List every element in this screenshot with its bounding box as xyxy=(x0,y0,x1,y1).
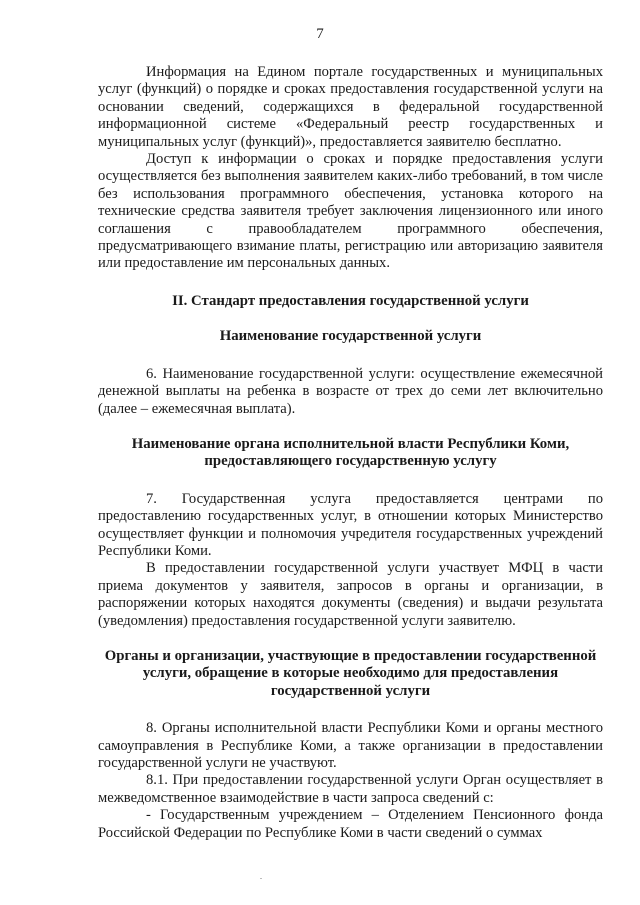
paragraph-8-1-item: - Государственным учреждением – Отделением Пенсионного фонда Российской Федерации по Республике Коми в части сведений о суммах xyxy=(98,807,603,841)
paragraph-8-1: 8.1. При предоставлении государственной услуги Орган осуществляет в межведомственное взаимодействие в части запроса сведений с: xyxy=(98,772,603,806)
page-number: 7 xyxy=(316,26,324,42)
heading-service-name: Наименование государственной услуги xyxy=(219,328,482,345)
paragraph-info-portal: Информация на Едином портале государственных и муниципальных услуг (функций) о порядке и сроках предоставления государственной услуги на основании сведений, содержащихся в федеральной государственной информационной системе «Федеральный реестр государственных и муниципальных услуг (функций)», предоставляется заявителю бесплатно. xyxy=(98,64,603,150)
scan-speck xyxy=(260,878,262,879)
paragraph-access-info: Доступ к информации о сроках и порядке предоставления услуги осуществляется без выполнения заявителем каких-либо требований, в том числе без использования программного обеспечения, установка которого на технические средства заявителя требует заключения лицензионного или иного соглашения с правообладателем программного обеспечения, предусматривающего взимание платы, регистрацию или авторизацию заявителя или предоставление им персональных данных. xyxy=(98,151,603,272)
heading-participating-orgs: Органы и организации, участвующие в предоставлении государственной услуги, обращение в которые необходимо для предоставления государственной услуги xyxy=(104,647,597,699)
paragraph-7: 7. Государственная услуга предоставляется центрами по предоставлению государственных услуг, в отношении которых Министерство осуществляет функции и полномочия учредителя государственных учреждений Республики Коми. xyxy=(98,490,603,559)
heading-executive-body: Наименование органа исполнительной власти Республики Коми, предоставляющего государственную услугу xyxy=(131,435,570,470)
document-body xyxy=(98,64,603,842)
paragraph-6: 6. Наименование государственной услуги: осуществление ежемесячной денежной выплаты на ребенка в возрасте от трех до семи лет включительно (далее – ежемесячная выплата). xyxy=(98,365,603,417)
paragraph-8: 8. Органы исполнительной власти Республики Коми и органы местного самоуправления в Республике Коми, а также организации в предоставлении государственной услуги не участвуют. xyxy=(98,720,603,771)
section-title: II. Стандарт предоставления государственной услуги xyxy=(172,292,529,309)
paragraph-7-mfc: В предоставлении государственной услуги участвует МФЦ в части приема документов у заявителя, запросов в органы и организации, в распоряжении которых находятся документы (сведения) и выдачи результата (уведомления) предоставления государственной услуги заявителю. xyxy=(98,560,603,629)
